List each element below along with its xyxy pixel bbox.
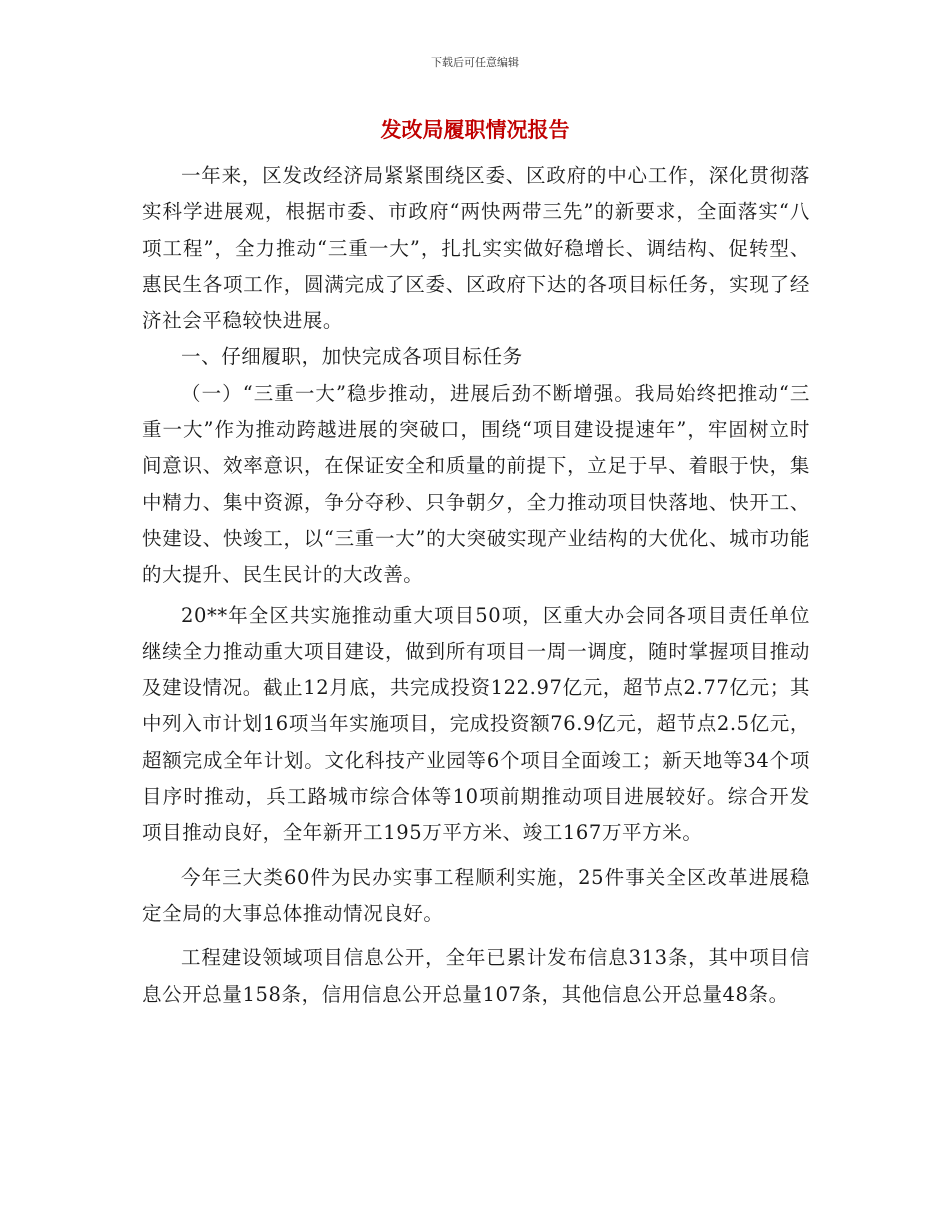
paragraph-major-projects: 20**年全区共实施推动重大项目50项，区重大办会同各项目责任单位继续全力推动重大项目建设，做到所有项目一周一调度，随时掌握项目推动及建设情况。截止12月底，共完成投资122.97亿元，超节点2.77亿元；其中列入市计划16项当年实施项目，完成投资额76.9亿元，超节点2.5亿元，超额完成全年计划。文化科技产业园等6个项目全面竣工；新天地等34个项目序时推动，兵工路城市综合体等10项前期推动项目进展较好。综合开发项目推动良好，全年新开工195万平方米、竣工167万平方米。 [142,603,810,845]
paragraph-info-disclosure: 工程建设领域项目信息公开，全年已累计发布信息313条，其中项目信息公开总量158条，信用信息公开总量107条，其他信息公开总量48条。 [142,946,810,1006]
section-heading-1: 一、仔细履职，加快完成各项目标任务 [181,345,523,369]
paragraph-intro: 一年来，区发改经济局紧紧围绕区委、区政府的中心工作，深化贯彻落实科学进展观，根据市委、市政府“两快两带三先”的新要求，全面落实“八项工程”，全力推动“三重一大”，扎扎实实做好稳增长、调结构、促转型、惠民生各项工作，圆满完成了区委、区政府下达的各项目标任务，实现了经济社会平稳较快进展。 [142,164,810,333]
paragraph-subsection-1: （一）“三重一大”稳步推动，进展后劲不断增强。我局始终把推动“三重一大”作为推动跨越进展的突破口，围绕“项目建设提速年”，牢固树立时间意识、效率意识，在保证安全和质量的前提下，立足于早、着眼于快，集中精力、集中资源，争分夺秒、只争朝夕，全力推动项目快落地、快开工、快建设、快竣工，以“三重一大”的大突破实现产业结构的大优化、城市功能的大提升、民生民计的大改善。 [142,381,810,587]
document-body [142,158,810,1013]
paragraph-public-works: 今年三大类60件为民办实事工程顺利实施，25件事关全区改革进展稳定全局的大事总体推动情况良好。 [142,865,810,925]
document-title: 发改局履职情况报告 [380,118,570,142]
header-note: 下载后可任意编辑 [431,56,519,69]
